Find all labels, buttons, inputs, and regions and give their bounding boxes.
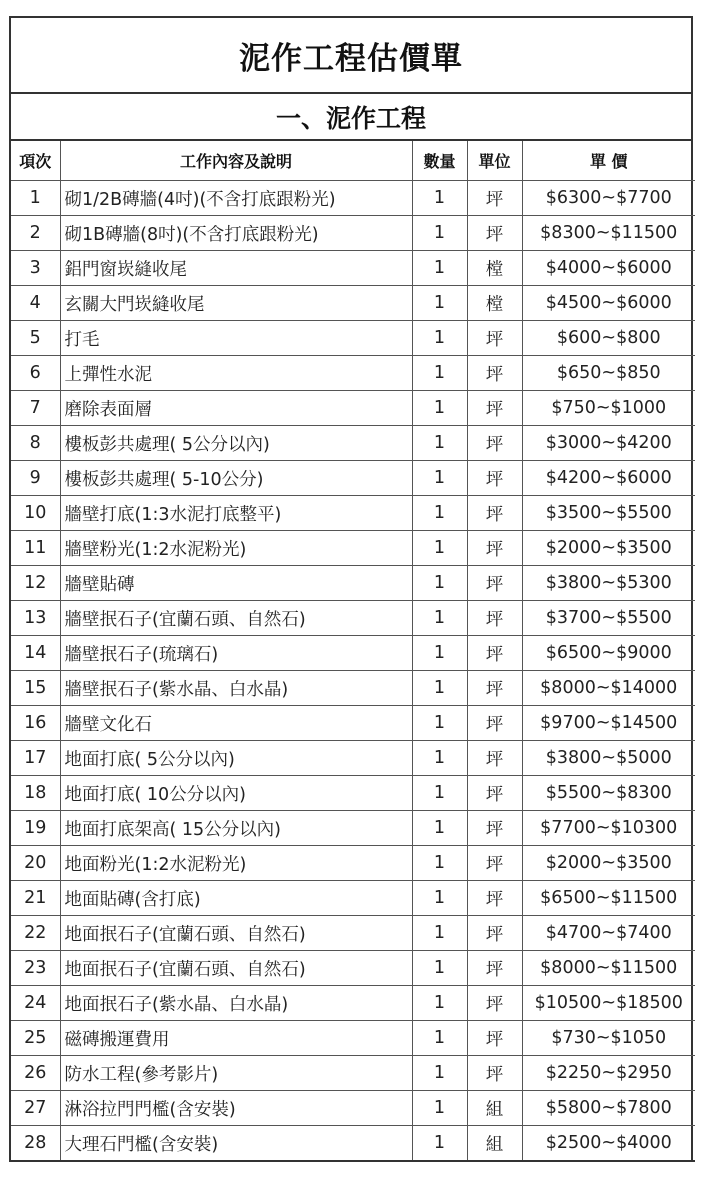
row-quantity: 1 — [412, 601, 467, 636]
row-number: 23 — [11, 951, 60, 986]
table-row — [11, 391, 695, 426]
row-unit: 坪 — [467, 881, 522, 916]
table-row — [11, 671, 695, 706]
row-description: 牆壁打底(1:3水泥打底整平) — [60, 496, 412, 531]
row-description: 磨除表面層 — [60, 391, 412, 426]
row-number: 17 — [11, 741, 60, 776]
table-row — [11, 496, 695, 531]
row-price: $2000~$3500 — [522, 531, 695, 566]
table-row — [11, 1021, 695, 1056]
row-number: 6 — [11, 356, 60, 391]
row-description: 砌1B磚牆(8吋)(不含打底跟粉光) — [60, 216, 412, 251]
row-description: 上彈性水泥 — [60, 356, 412, 391]
row-description: 地面粉光(1:2水泥粉光) — [60, 846, 412, 881]
row-description: 樓板彭共處理( 5-10公分) — [60, 461, 412, 496]
row-unit: 坪 — [467, 741, 522, 776]
row-description: 地面打底( 10公分以內) — [60, 776, 412, 811]
table-row — [11, 776, 695, 811]
row-quantity: 1 — [412, 1126, 467, 1162]
row-quantity: 1 — [412, 496, 467, 531]
row-number: 8 — [11, 426, 60, 461]
table-row — [11, 846, 695, 881]
row-number: 4 — [11, 286, 60, 321]
table-row — [11, 916, 695, 951]
table-row — [11, 181, 695, 216]
row-unit: 坪 — [467, 321, 522, 356]
row-unit: 坪 — [467, 426, 522, 461]
row-price: $730~$1050 — [522, 1021, 695, 1056]
row-unit: 坪 — [467, 1021, 522, 1056]
row-quantity: 1 — [412, 706, 467, 741]
table-body — [11, 181, 695, 1162]
header-qty: 數量 — [412, 141, 467, 181]
row-price: $600~$800 — [522, 321, 695, 356]
row-number: 12 — [11, 566, 60, 601]
table-row — [11, 286, 695, 321]
row-price: $3700~$5500 — [522, 601, 695, 636]
row-quantity: 1 — [412, 1056, 467, 1091]
row-description: 打毛 — [60, 321, 412, 356]
row-price: $8000~$14000 — [522, 671, 695, 706]
table-row — [11, 251, 695, 286]
row-number: 20 — [11, 846, 60, 881]
row-number: 10 — [11, 496, 60, 531]
row-unit: 組 — [467, 1126, 522, 1162]
row-price: $6300~$7700 — [522, 181, 695, 216]
row-price: $2250~$2950 — [522, 1056, 695, 1091]
row-number: 24 — [11, 986, 60, 1021]
row-quantity: 1 — [412, 1091, 467, 1126]
page-title: 泥作工程估價單 — [11, 18, 691, 94]
table-row — [11, 566, 695, 601]
row-description: 鋁門窗崁縫收尾 — [60, 251, 412, 286]
table-row — [11, 951, 695, 986]
row-unit: 坪 — [467, 916, 522, 951]
row-description: 地面抿石子(紫水晶、白水晶) — [60, 986, 412, 1021]
row-quantity: 1 — [412, 741, 467, 776]
row-number: 1 — [11, 181, 60, 216]
row-quantity: 1 — [412, 916, 467, 951]
row-description: 樓板彭共處理( 5公分以內) — [60, 426, 412, 461]
row-unit: 坪 — [467, 181, 522, 216]
row-unit: 組 — [467, 1091, 522, 1126]
row-description: 地面打底( 5公分以內) — [60, 741, 412, 776]
row-unit: 坪 — [467, 461, 522, 496]
row-unit: 坪 — [467, 391, 522, 426]
row-quantity: 1 — [412, 1021, 467, 1056]
row-number: 28 — [11, 1126, 60, 1162]
row-description: 砌1/2B磚牆(4吋)(不含打底跟粉光) — [60, 181, 412, 216]
row-price: $4200~$6000 — [522, 461, 695, 496]
table-row — [11, 1126, 695, 1162]
row-quantity: 1 — [412, 356, 467, 391]
row-price: $7700~$10300 — [522, 811, 695, 846]
table-row — [11, 1056, 695, 1091]
table-row — [11, 986, 695, 1021]
row-number: 26 — [11, 1056, 60, 1091]
row-number: 18 — [11, 776, 60, 811]
row-description: 牆壁抿石子(紫水晶、白水晶) — [60, 671, 412, 706]
row-price: $750~$1000 — [522, 391, 695, 426]
row-unit: 坪 — [467, 776, 522, 811]
row-quantity: 1 — [412, 566, 467, 601]
row-unit: 樘 — [467, 286, 522, 321]
table-row — [11, 321, 695, 356]
row-unit: 坪 — [467, 496, 522, 531]
row-quantity: 1 — [412, 461, 467, 496]
row-unit: 樘 — [467, 251, 522, 286]
row-price: $10500~$18500 — [522, 986, 695, 1021]
row-number: 21 — [11, 881, 60, 916]
row-unit: 坪 — [467, 951, 522, 986]
row-price: $6500~$9000 — [522, 636, 695, 671]
row-quantity: 1 — [412, 846, 467, 881]
row-number: 14 — [11, 636, 60, 671]
estimate-table — [11, 141, 695, 1162]
row-price: $5800~$7800 — [522, 1091, 695, 1126]
row-description: 淋浴拉門門檻(含安裝) — [60, 1091, 412, 1126]
row-price: $650~$850 — [522, 356, 695, 391]
header-price: 單 價 — [522, 141, 695, 181]
row-quantity: 1 — [412, 531, 467, 566]
table-row — [11, 356, 695, 391]
table-row — [11, 636, 695, 671]
row-number: 15 — [11, 671, 60, 706]
row-price: $3800~$5300 — [522, 566, 695, 601]
header-item: 項次 — [11, 141, 60, 181]
row-unit: 坪 — [467, 846, 522, 881]
row-quantity: 1 — [412, 951, 467, 986]
row-description: 玄關大門崁縫收尾 — [60, 286, 412, 321]
row-quantity: 1 — [412, 321, 467, 356]
row-unit: 坪 — [467, 811, 522, 846]
row-description: 牆壁抿石子(宜蘭石頭、自然石) — [60, 601, 412, 636]
row-unit: 坪 — [467, 601, 522, 636]
row-description: 地面抿石子(宜蘭石頭、自然石) — [60, 951, 412, 986]
row-quantity: 1 — [412, 811, 467, 846]
header-description: 工作內容及說明 — [60, 141, 412, 181]
row-number: 11 — [11, 531, 60, 566]
table-row — [11, 531, 695, 566]
row-quantity: 1 — [412, 776, 467, 811]
row-description: 地面打底架高( 15公分以內) — [60, 811, 412, 846]
row-quantity: 1 — [412, 636, 467, 671]
row-price: $4700~$7400 — [522, 916, 695, 951]
row-unit: 坪 — [467, 986, 522, 1021]
row-quantity: 1 — [412, 391, 467, 426]
row-number: 16 — [11, 706, 60, 741]
row-number: 13 — [11, 601, 60, 636]
estimate-sheet — [9, 16, 693, 1162]
row-unit: 坪 — [467, 531, 522, 566]
row-number: 7 — [11, 391, 60, 426]
row-price: $3000~$4200 — [522, 426, 695, 461]
table-row — [11, 426, 695, 461]
row-number: 2 — [11, 216, 60, 251]
table-row — [11, 461, 695, 496]
row-description: 磁磚搬運費用 — [60, 1021, 412, 1056]
row-price: $5500~$8300 — [522, 776, 695, 811]
row-price: $9700~$14500 — [522, 706, 695, 741]
row-number: 25 — [11, 1021, 60, 1056]
row-quantity: 1 — [412, 286, 467, 321]
section-title: 一、泥作工程 — [11, 94, 691, 141]
row-quantity: 1 — [412, 251, 467, 286]
row-unit: 坪 — [467, 356, 522, 391]
row-unit: 坪 — [467, 636, 522, 671]
row-price: $4000~$6000 — [522, 251, 695, 286]
row-description: 牆壁粉光(1:2水泥粉光) — [60, 531, 412, 566]
table-row — [11, 706, 695, 741]
row-description: 大理石門檻(含安裝) — [60, 1126, 412, 1162]
row-number: 19 — [11, 811, 60, 846]
row-description: 牆壁抿石子(琉璃石) — [60, 636, 412, 671]
row-number: 3 — [11, 251, 60, 286]
row-unit: 坪 — [467, 706, 522, 741]
row-number: 5 — [11, 321, 60, 356]
row-price: $2500~$4000 — [522, 1126, 695, 1162]
row-price: $3800~$5000 — [522, 741, 695, 776]
table-row — [11, 216, 695, 251]
row-price: $8000~$11500 — [522, 951, 695, 986]
row-unit: 坪 — [467, 671, 522, 706]
row-description: 地面抿石子(宜蘭石頭、自然石) — [60, 916, 412, 951]
row-description: 牆壁貼磚 — [60, 566, 412, 601]
table-row — [11, 881, 695, 916]
row-unit: 坪 — [467, 216, 522, 251]
row-description: 防水工程(參考影片) — [60, 1056, 412, 1091]
table-row — [11, 811, 695, 846]
row-price: $2000~$3500 — [522, 846, 695, 881]
row-number: 22 — [11, 916, 60, 951]
row-quantity: 1 — [412, 881, 467, 916]
row-description: 牆壁文化石 — [60, 706, 412, 741]
row-quantity: 1 — [412, 986, 467, 1021]
row-quantity: 1 — [412, 671, 467, 706]
row-price: $8300~$11500 — [522, 216, 695, 251]
table-row — [11, 601, 695, 636]
row-price: $3500~$5500 — [522, 496, 695, 531]
row-number: 27 — [11, 1091, 60, 1126]
table-row — [11, 741, 695, 776]
table-row — [11, 1091, 695, 1126]
row-quantity: 1 — [412, 426, 467, 461]
row-price: $4500~$6000 — [522, 286, 695, 321]
header-unit: 單位 — [467, 141, 522, 181]
row-unit: 坪 — [467, 1056, 522, 1091]
row-description: 地面貼磚(含打底) — [60, 881, 412, 916]
row-quantity: 1 — [412, 181, 467, 216]
table-header-row — [11, 141, 695, 181]
row-quantity: 1 — [412, 216, 467, 251]
row-number: 9 — [11, 461, 60, 496]
row-price: $6500~$11500 — [522, 881, 695, 916]
row-unit: 坪 — [467, 566, 522, 601]
